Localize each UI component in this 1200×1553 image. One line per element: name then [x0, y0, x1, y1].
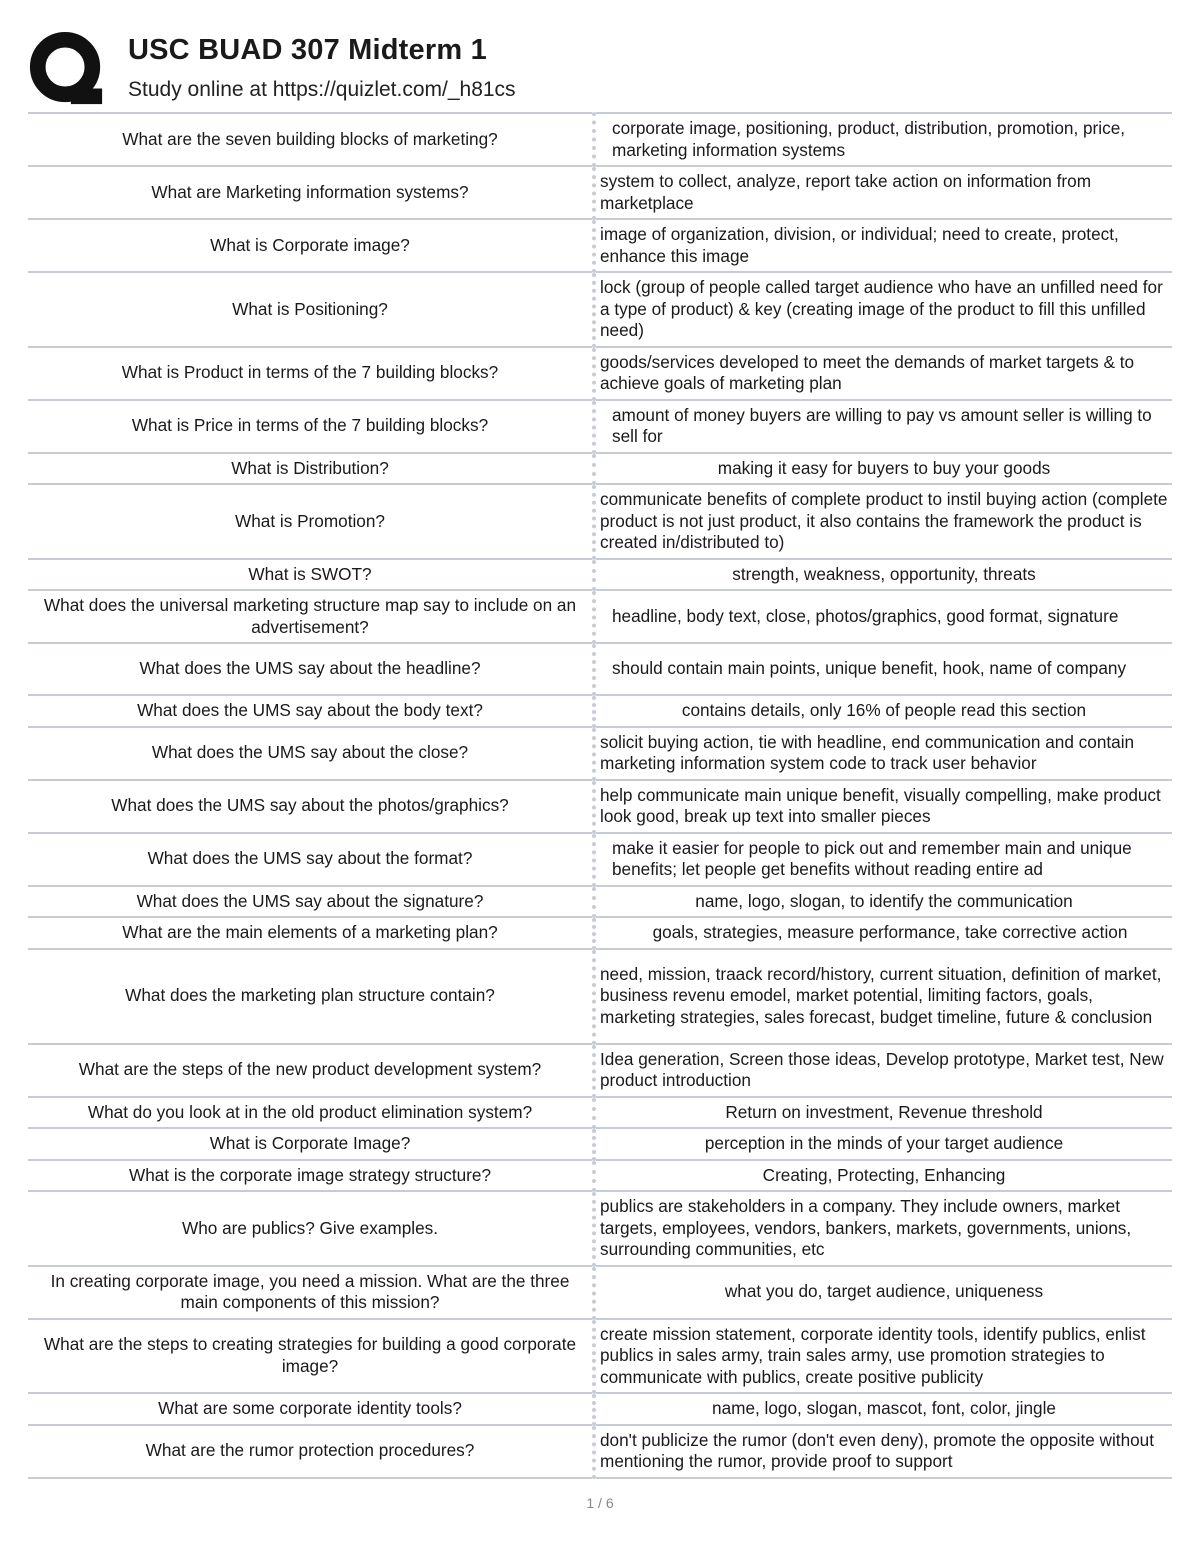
card-definition: need, mission, traack record/history, current situation, definition of market, business revenu emodel, market potential, limiting factors, goals, marketing strategies, sales forecast, budget timeline, future & conclusion — [594, 949, 1172, 1044]
card-term: What are the main elements of a marketing plan? — [122, 922, 498, 942]
card-definition: make it easier for people to pick out and remember main and unique benefits; let people get benefits without reading entire ad — [594, 833, 1172, 886]
card-definition: name, logo, slogan, to identify the communication — [594, 886, 1172, 918]
card-row — [28, 453, 1172, 485]
card-term: What does the UMS say about the body text? — [137, 700, 483, 720]
card-term: What is the corporate image strategy structure? — [128, 1164, 492, 1185]
card-term: What are the steps of the new product development system? — [78, 1059, 542, 1080]
card-row — [28, 1319, 1172, 1394]
card-term: In creating corporate image, you need a mission. What are the three main components of this mission? — [50, 1270, 570, 1312]
study-link[interactable]: Study online at https://quizlet.com/_h81cs — [128, 78, 516, 101]
card-term: Who are publics? Give examples. — [181, 1217, 439, 1238]
card-definition: goals, strategies, measure performance, take corrective action — [594, 917, 1172, 949]
card-row — [28, 219, 1172, 272]
card-term: What does the UMS say about the format? — [147, 848, 473, 869]
card-definition: amount of money buyers are willing to pay vs amount seller is willing to sell for — [594, 400, 1172, 453]
card-row — [28, 886, 1172, 918]
card-term: What is Corporate image? — [210, 234, 410, 255]
card-definition: don't publicize the rumor (don't even deny), promote the opposite without mentioning the rumor, provide proof to support — [594, 1425, 1172, 1478]
card-definition: contains details, only 16% of people read this section — [594, 695, 1172, 727]
card-definition: Idea generation, Screen those ideas, Develop prototype, Market test, New product introduction — [594, 1044, 1172, 1097]
card-definition: strength, weakness, opportunity, threats — [594, 559, 1172, 591]
card-term: What is Promotion? — [235, 510, 385, 531]
card-row — [28, 559, 1172, 591]
card-row — [28, 780, 1172, 833]
page-header — [28, 30, 1178, 110]
card-row — [28, 166, 1172, 219]
card-term: What are the steps to creating strategies for building a good corporate image? — [43, 1334, 577, 1376]
card-definition: corporate image, positioning, product, distribution, promotion, price, marketing information systems — [594, 113, 1172, 166]
card-definition: communicate benefits of complete product to instil buying action (complete product is not just product, it also contains the framework the product is created in/distributed to) — [594, 484, 1172, 559]
card-row — [28, 917, 1172, 949]
card-term: What does the UMS say about the headline? — [139, 658, 481, 679]
card-row — [28, 643, 1172, 695]
card-row — [28, 272, 1172, 347]
card-definition: image of organization, division, or individual; need to create, protect, enhance this image — [594, 219, 1172, 272]
card-term: What does the marketing plan structure contain? — [125, 985, 495, 1006]
card-definition: Return on investment, Revenue threshold — [594, 1097, 1172, 1129]
card-term: What does the UMS say about the close? — [151, 742, 469, 763]
card-term: What are the rumor protection procedures? — [145, 1440, 475, 1461]
card-term: What are some corporate identity tools? — [158, 1398, 462, 1418]
card-definition: headline, body text, close, photos/graphics, good format, signature — [594, 590, 1172, 643]
card-term: What are Marketing information systems? — [151, 181, 469, 202]
card-term: What is Product in terms of the 7 building blocks? — [121, 362, 499, 383]
card-definition: what you do, target audience, uniqueness — [594, 1266, 1172, 1319]
card-definition: perception in the minds of your target audience — [594, 1128, 1172, 1160]
card-term: What does the UMS say about the signature? — [136, 890, 484, 911]
card-definition: system to collect, analyze, report take action on information from marketplace — [594, 166, 1172, 219]
card-term: What is Corporate Image? — [209, 1133, 411, 1153]
card-row — [28, 1044, 1172, 1097]
card-row — [28, 484, 1172, 559]
card-definition: publics are stakeholders in a company. They include owners, market targets, employees, vendors, bankers, markets, governments, unions, surrounding communities, etc — [594, 1191, 1172, 1266]
flashcard-table — [28, 112, 1172, 1479]
card-definition: name, logo, slogan, mascot, font, color, jingle — [594, 1393, 1172, 1425]
card-definition: lock (group of people called target audience who have an unfilled need for a type of product) & key (creating image of the product to fill this unfilled need) — [594, 272, 1172, 347]
page-number: 1 / 6 — [586, 1495, 614, 1511]
card-term: What is Positioning? — [232, 298, 388, 319]
card-row — [28, 1160, 1172, 1192]
card-term: What do you look at in the old product elimination system? — [87, 1101, 533, 1122]
card-term: What is SWOT? — [248, 563, 372, 584]
card-row — [28, 949, 1172, 1044]
card-row — [28, 1191, 1172, 1266]
card-row — [28, 400, 1172, 453]
card-row — [28, 727, 1172, 780]
card-definition: should contain main points, unique benefit, hook, name of company — [594, 643, 1172, 695]
quizlet-logo-icon — [28, 30, 106, 108]
card-row — [28, 590, 1172, 643]
card-definition: goods/services developed to meet the demands of market targets & to achieve goals of marketing plan — [594, 347, 1172, 400]
card-term: What is Price in terms of the 7 building blocks? — [131, 415, 489, 436]
card-row — [28, 1425, 1172, 1478]
card-row — [28, 1128, 1172, 1160]
card-row — [28, 113, 1172, 166]
page-title: USC BUAD 307 Midterm 1 — [128, 34, 487, 66]
card-row — [28, 347, 1172, 400]
card-definition: help communicate main unique benefit, visually compelling, make product look good, break up text into smaller pieces — [594, 780, 1172, 833]
card-term: What is Distribution? — [231, 457, 389, 478]
card-definition: Creating, Protecting, Enhancing — [594, 1160, 1172, 1192]
card-definition: solicit buying action, tie with headline, end communication and contain marketing information system code to track user behavior — [594, 727, 1172, 780]
card-row — [28, 695, 1172, 727]
card-definition: making it easy for buyers to buy your goods — [594, 453, 1172, 485]
card-row — [28, 1097, 1172, 1129]
card-definition: create mission statement, corporate identity tools, identify publics, enlist publics in sales army, train sales army, use promotion strategies to communicate with publics, create positive publicity — [594, 1319, 1172, 1394]
card-row — [28, 833, 1172, 886]
card-row — [28, 1393, 1172, 1425]
card-term: What does the UMS say about the photos/graphics? — [111, 795, 509, 816]
card-row — [28, 1266, 1172, 1319]
card-term: What does the universal marketing structure map say to include on an advertisement? — [43, 595, 577, 637]
card-term: What are the seven building blocks of marketing? — [122, 128, 498, 149]
